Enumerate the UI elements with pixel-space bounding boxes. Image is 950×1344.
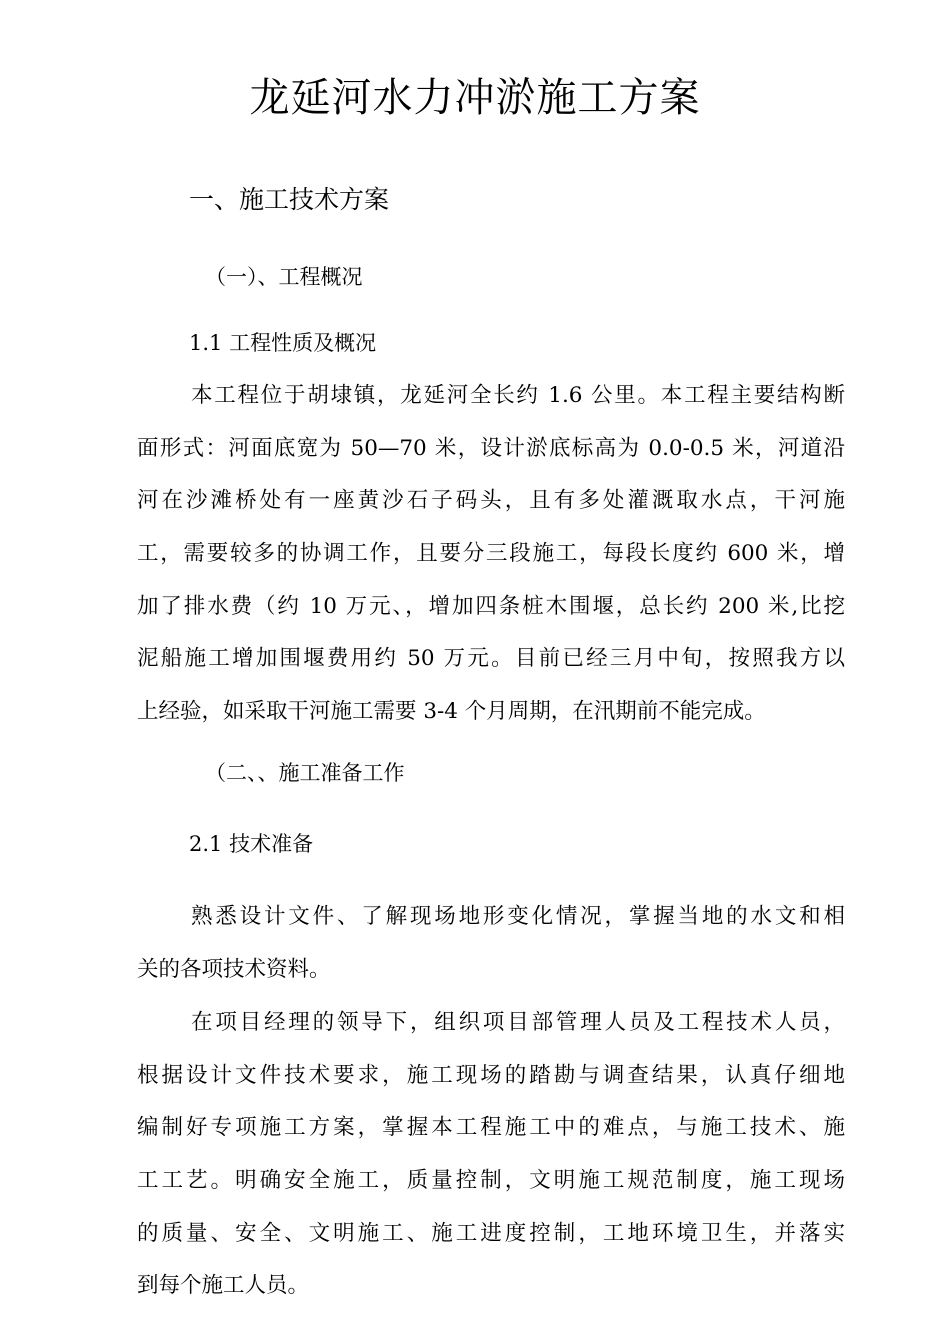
paragraph-line: 上经验，如采取干河施工需要 3-4 个月周期，在汛期前不能完成。 xyxy=(137,699,766,725)
paragraph-line: 到每个施工人员。 xyxy=(137,1273,310,1299)
item-heading-1-1: 1.1 工程性质及概况 xyxy=(189,331,377,355)
item-heading-2-1: 2.1 技术准备 xyxy=(189,832,314,856)
paragraph-line: 加了排水费（约 10 万元、，增加四条桩木围堰，总长约 200 米,比挖 xyxy=(137,593,845,619)
paragraph-line: 本工程位于胡埭镇，龙延河全长约 1.6 公里。本工程主要结构断 xyxy=(191,383,845,408)
paragraph-line: 关的各项技术资料。 xyxy=(137,956,331,982)
paragraph-organization xyxy=(137,997,845,1313)
paragraph-line: 河在沙滩桥处有一座黄沙石子码头，且有多处灌溉取水点，干河施 xyxy=(137,488,845,514)
document-title: 龙延河水力冲淤施工方案 xyxy=(249,75,701,121)
paragraph-line: 编制好专项施工方案，掌握本工程施工中的难点，与施工技术、施 xyxy=(137,1115,845,1141)
paragraph-line: 熟悉设计文件、了解现场地形变化情况，掌握当地的水文和相 xyxy=(191,904,845,929)
paragraph-line: 工工艺。明确安全施工，质量控制，文明施工规范制度，施工现场 xyxy=(137,1168,845,1194)
paragraph-line: 工，需要较多的协调工作，且要分三段施工，每段长度约 600 米，增 xyxy=(137,541,845,567)
paragraph-line: 在项目经理的领导下，组织项目部管理人员及工程技术人员， xyxy=(191,1010,845,1035)
section-heading-1: 一、施工技术方案 xyxy=(189,185,390,214)
paragraph-line: 的质量、安全、文明施工、施工进度控制，工地环境卫生，并落实 xyxy=(137,1220,845,1246)
paragraph-line: 泥船施工增加围堰费用约 50 万元。目前已经三月中旬，按照我方以 xyxy=(137,646,845,672)
paragraph-technical-prep xyxy=(137,891,845,996)
subsection-heading-preparation: （二、、施工准备工作 xyxy=(205,761,405,785)
paragraph-line: 面形式：河面底宽为 50—70 米，设计淤底标高为 0.0-0.5 米，河道沿 xyxy=(137,435,845,461)
paragraph-line: 根据设计文件技术要求，施工现场的踏勘与调查结果，认真仔细地 xyxy=(137,1062,845,1088)
paragraph-project-overview xyxy=(137,370,845,739)
subsection-heading-overview: （一）、工程概况 xyxy=(205,265,363,289)
